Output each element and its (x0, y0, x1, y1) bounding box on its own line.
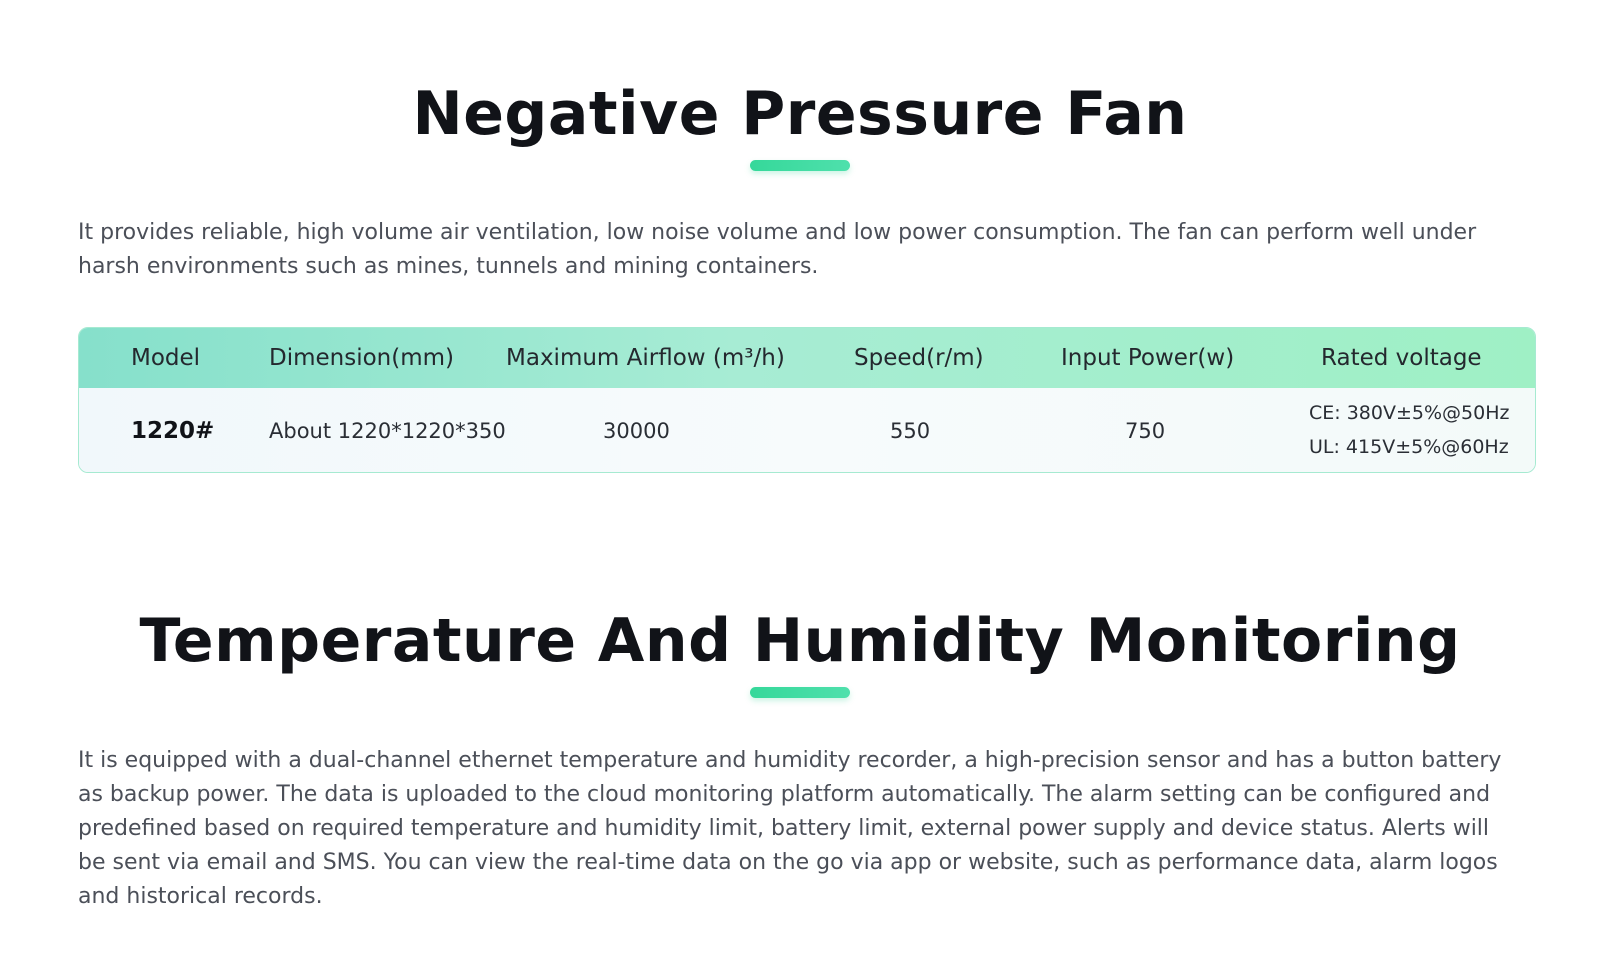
header-dimension: Dimension(mm) (269, 345, 455, 371)
cell-airflow: 30000 (603, 419, 670, 443)
section-description: It provides reliable, high volume air ventilation, low noise volume and low power consumption. The fan can perform well under harsh environments such as mines, tunnels and mining containers. (78, 220, 1477, 279)
section-negative-pressure-fan (0, 78, 1600, 171)
header-airflow: Maximum Airflow (m³/h) (506, 345, 785, 371)
cell-model: 1220# (131, 418, 215, 444)
header-input-power: Input Power(w) (1061, 345, 1235, 371)
header-model: Model (131, 345, 201, 371)
voltage-ul: UL: 415V±5%@60Hz (1309, 436, 1509, 458)
title-underline-accent (750, 160, 850, 171)
cell-speed: 550 (890, 419, 931, 443)
voltage-ce: CE: 380V±5%@50Hz (1309, 402, 1510, 424)
cell-dimension: About 1220*1220*350 (269, 419, 506, 443)
title-underline-accent (750, 687, 850, 698)
section-title: Negative Pressure Fan (412, 79, 1188, 149)
section-description: It is equipped with a dual-channel ethernet temperature and humidity recorder, a high-precision sensor and has a button battery as backup power. The data is uploaded to the cloud monitoring platform automatically. The alarm setting can be configured and predefined based on required temperature and humidity limit, battery limit, external power supply and device status. Alerts will be sent via email and SMS. You can view the real-time data on the go via app or website, such as performance data, alarm logos and historical records. (78, 748, 1502, 909)
section-title: Temperature And Humidity Monitoring (139, 606, 1461, 676)
header-rated-voltage: Rated voltage (1321, 345, 1482, 371)
cell-rated-voltage (1309, 388, 1534, 473)
spec-table (78, 327, 1536, 473)
header-speed: Speed(r/m) (854, 345, 984, 371)
cell-input-power: 750 (1125, 419, 1166, 443)
section-temperature-humidity (0, 605, 1600, 698)
